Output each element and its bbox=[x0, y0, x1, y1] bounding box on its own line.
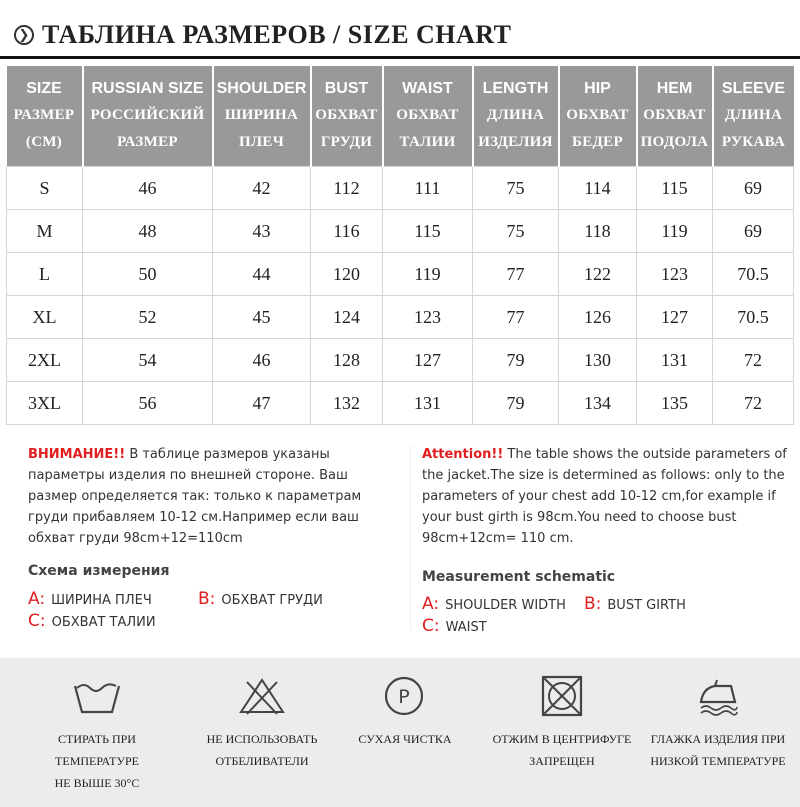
table-cell: 124 bbox=[311, 296, 383, 339]
care-item-bleach bbox=[182, 658, 342, 807]
table-cell: 52 bbox=[83, 296, 213, 339]
column-header-ru: РУКАВА bbox=[721, 134, 786, 150]
table-cell: 54 bbox=[83, 339, 213, 382]
attention-label-ru: ВНИМАНИЕ!! bbox=[28, 447, 126, 462]
legend-item bbox=[28, 611, 156, 631]
table-cell: 46 bbox=[83, 167, 213, 210]
table-row bbox=[7, 253, 794, 296]
wash-30-icon bbox=[72, 674, 122, 718]
legend-key: A: bbox=[28, 589, 46, 609]
table-cell: 75 bbox=[473, 167, 559, 210]
table-cell: 46 bbox=[213, 339, 311, 382]
care-label: СУХАЯ ЧИСТКА bbox=[358, 732, 452, 746]
legend-key: A: bbox=[422, 594, 440, 614]
table-cell: 79 bbox=[473, 339, 559, 382]
note-text-en: The table shows the outside parameters of the jacket.The size is determined as follows: only to the parameters of your chest add 10-12 cm,for example if your bust girth is 98cm.You need to choose bust 98cm+12cm= 110 cm. bbox=[422, 447, 787, 546]
table-cell: 130 bbox=[559, 339, 637, 382]
table-cell: 134 bbox=[559, 382, 637, 425]
table-cell: 69 bbox=[713, 167, 794, 210]
table-cell: 72 bbox=[713, 339, 794, 382]
table-cell: 69 bbox=[713, 210, 794, 253]
care-label: НЕ ИСПОЛЬЗОВАТЬ ОТБЕЛИВАТЕЛИ bbox=[206, 732, 318, 768]
care-item-iron bbox=[638, 658, 798, 807]
legend-label: BUST GIRTH bbox=[607, 598, 686, 613]
table-cell: 72 bbox=[713, 382, 794, 425]
table-cell: 135 bbox=[637, 382, 713, 425]
header-divider bbox=[0, 56, 800, 59]
column-header-en: BUST bbox=[324, 80, 369, 97]
column-header-en: SHOULDER bbox=[216, 80, 307, 97]
column-header-ru: ШИРИНА bbox=[224, 107, 299, 123]
attention-label-en: Attention!! bbox=[422, 447, 504, 462]
column-header-ru: (CM) bbox=[25, 134, 63, 150]
column-header-ru: РАЗМЕР bbox=[13, 107, 75, 123]
table-cell: 43 bbox=[213, 210, 311, 253]
table-body bbox=[7, 167, 794, 425]
column-header-en: SLEEVE bbox=[721, 80, 786, 97]
table-cell: XL bbox=[7, 296, 83, 339]
table-cell: 42 bbox=[213, 167, 311, 210]
table-cell: 119 bbox=[637, 210, 713, 253]
table-cell: 131 bbox=[637, 339, 713, 382]
table-cell: 123 bbox=[637, 253, 713, 296]
column-divider bbox=[410, 445, 411, 630]
column-header bbox=[311, 66, 383, 167]
iron-low-icon bbox=[693, 674, 743, 718]
table-cell: 70.5 bbox=[713, 253, 794, 296]
care-item-tumble bbox=[482, 658, 642, 807]
table-row bbox=[7, 167, 794, 210]
table-cell: 128 bbox=[311, 339, 383, 382]
column-header-ru: ДЛИНА bbox=[724, 107, 783, 123]
column-header-ru: ОБХВАТ bbox=[643, 107, 706, 123]
table-row bbox=[7, 210, 794, 253]
column-header-ru: ИЗДЕЛИЯ bbox=[478, 134, 553, 150]
table-cell: 118 bbox=[559, 210, 637, 253]
column-header-ru: ПЛЕЧ bbox=[238, 134, 285, 150]
column-header-ru: ТАЛИИ bbox=[399, 134, 456, 150]
table-cell: 116 bbox=[311, 210, 383, 253]
care-label: СТИРАТЬ ПРИ ТЕМПЕРАТУРЕ НЕ ВЫШЕ 30°C bbox=[54, 732, 140, 790]
column-header-ru: ОБХВАТ bbox=[315, 107, 378, 123]
schema-title-ru: Схема измерения bbox=[28, 563, 170, 579]
column-header-en: SIZE bbox=[26, 80, 62, 97]
column-header-ru: ДЛИНА bbox=[486, 107, 545, 123]
legend-key: C: bbox=[422, 616, 440, 636]
table-cell: 122 bbox=[559, 253, 637, 296]
column-header-ru: ОБХВАТ bbox=[396, 107, 459, 123]
column-header-ru: ОБХВАТ bbox=[566, 107, 629, 123]
table-cell: 114 bbox=[559, 167, 637, 210]
column-header bbox=[559, 66, 637, 167]
table-cell: 44 bbox=[213, 253, 311, 296]
column-header-en: WAIST bbox=[402, 80, 453, 97]
table-cell: 45 bbox=[213, 296, 311, 339]
legend-item bbox=[198, 589, 323, 609]
column-header-ru: ГРУДИ bbox=[320, 134, 373, 150]
column-header bbox=[713, 66, 794, 167]
page-header bbox=[0, 0, 800, 60]
note-english bbox=[422, 444, 792, 549]
table-cell: 119 bbox=[383, 253, 473, 296]
svg-text:P: P bbox=[398, 686, 410, 708]
legend-item bbox=[422, 616, 487, 636]
table-cell: L bbox=[7, 253, 83, 296]
note-russian bbox=[28, 444, 398, 549]
table-cell: 127 bbox=[637, 296, 713, 339]
table-cell: 132 bbox=[311, 382, 383, 425]
page-title: ТАБЛИНА РАЗМЕРОВ / SIZE CHART bbox=[42, 20, 512, 49]
no-bleach-icon bbox=[237, 674, 287, 718]
legend-label: ОБХВАТ ТАЛИИ bbox=[51, 615, 156, 630]
dry-clean-icon bbox=[380, 674, 430, 718]
column-header-en: LENGTH bbox=[482, 80, 549, 97]
table-cell: 112 bbox=[311, 167, 383, 210]
column-header-ru: ПОДОЛА bbox=[640, 134, 709, 150]
table-cell: 47 bbox=[213, 382, 311, 425]
legend-item bbox=[422, 594, 566, 614]
table-cell: 77 bbox=[473, 253, 559, 296]
column-header bbox=[7, 66, 83, 167]
chevron-right-icon: ❯ bbox=[14, 25, 34, 45]
column-header bbox=[213, 66, 311, 167]
column-header bbox=[637, 66, 713, 167]
care-label: ГЛАЖКА ИЗДЕЛИЯ ПРИ НИЗКОЙ ТЕМПЕРАТУРЕ bbox=[650, 732, 786, 768]
table-cell: 79 bbox=[473, 382, 559, 425]
table-cell: 115 bbox=[383, 210, 473, 253]
table-cell: 48 bbox=[83, 210, 213, 253]
table-cell: 70.5 bbox=[713, 296, 794, 339]
table-cell: 120 bbox=[311, 253, 383, 296]
table-cell: 115 bbox=[637, 167, 713, 210]
legend-label: SHOULDER WIDTH bbox=[445, 598, 566, 613]
table-cell: 127 bbox=[383, 339, 473, 382]
table-cell: 3XL bbox=[7, 382, 83, 425]
no-tumble-dry-icon bbox=[537, 674, 587, 718]
table-header-row bbox=[7, 66, 794, 167]
legend-key: C: bbox=[28, 611, 46, 631]
legend-label: ШИРИНА ПЛЕЧ bbox=[51, 593, 152, 608]
legend-item bbox=[28, 589, 152, 609]
table-cell: 77 bbox=[473, 296, 559, 339]
column-header-en: HIP bbox=[584, 80, 611, 97]
care-instructions-panel bbox=[0, 658, 800, 807]
care-label: ОТЖИМ В ЦЕНТРИФУГЕ ЗАПРЕЩЕН bbox=[492, 732, 632, 768]
table-cell: 56 bbox=[83, 382, 213, 425]
column-header bbox=[83, 66, 213, 167]
column-header-en: HEM bbox=[656, 80, 693, 97]
table-cell: 123 bbox=[383, 296, 473, 339]
legend-item bbox=[584, 594, 686, 614]
table-cell: 75 bbox=[473, 210, 559, 253]
table-cell: S bbox=[7, 167, 83, 210]
legend-label: WAIST bbox=[445, 620, 487, 635]
size-chart-table bbox=[6, 66, 793, 425]
column-header bbox=[383, 66, 473, 167]
column-header-en: RUSSIAN SIZE bbox=[91, 80, 204, 97]
table-cell: M bbox=[7, 210, 83, 253]
legend-key: B: bbox=[584, 594, 602, 614]
legend-label: ОБХВАТ ГРУДИ bbox=[221, 593, 323, 608]
table-row bbox=[7, 382, 794, 425]
table-cell: 111 bbox=[383, 167, 473, 210]
table-cell: 131 bbox=[383, 382, 473, 425]
column-header-ru: БЕДЕР bbox=[572, 134, 623, 150]
care-item-dry-clean bbox=[325, 658, 485, 807]
care-item-wash bbox=[17, 658, 177, 807]
table-row bbox=[7, 339, 794, 382]
column-header-ru: РОССИЙСКИЙ bbox=[90, 107, 205, 123]
table-cell: 50 bbox=[83, 253, 213, 296]
schema-title-en: Measurement schematic bbox=[422, 569, 616, 585]
table-row bbox=[7, 296, 794, 339]
table-cell: 126 bbox=[559, 296, 637, 339]
legend-key: B: bbox=[198, 589, 216, 609]
note-text-ru: В таблице размеров указаны параметры изделия по внешней стороне. Ваш размер определяется так: только к параметрам груди прибавляем 10-12 см.Например если ваш обхват груди 98cm+12=110cm bbox=[28, 447, 362, 546]
table-cell: 2XL bbox=[7, 339, 83, 382]
column-header bbox=[473, 66, 559, 167]
column-header-ru: РАЗМЕР bbox=[117, 134, 178, 150]
